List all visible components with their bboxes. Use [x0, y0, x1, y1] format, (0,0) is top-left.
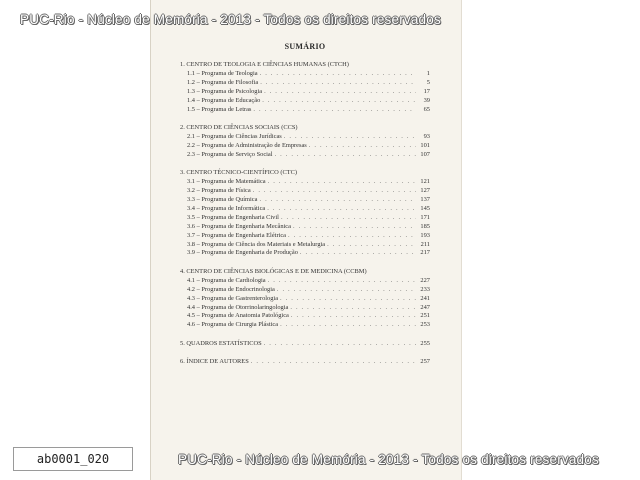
toc-entry-page-number: 241 [420, 294, 430, 302]
toc-entry-page-number: 193 [420, 231, 430, 239]
section-heading-label: 6. ÍNDICE DE AUTORES [180, 358, 249, 366]
summary-title: SUMÁRIO [284, 42, 326, 51]
dot-leader [290, 304, 416, 313]
toc-entry-label: 3.3 – Programa de Química [187, 195, 258, 203]
section-heading-label: 2. CENTRO DE CIÊNCIAS SOCIAIS (CCS) [180, 124, 298, 132]
toc-entry [180, 249, 430, 258]
toc-section [180, 358, 430, 367]
dot-leader [280, 321, 416, 330]
toc-entry-label: 3.9 – Programa de Engenharia de Produção [187, 249, 298, 257]
toc-entry-label: 3.8 – Programa de Ciência dos Materiais e Metalurgia [187, 240, 326, 248]
section-heading-label: 3. CENTRO TÉCNICO-CIENTÍFICO (CTC) [180, 169, 298, 177]
toc-entry-page-number: 17 [423, 87, 430, 95]
toc-entry [180, 214, 430, 223]
toc-entry [180, 79, 430, 88]
toc-entry-label: 4.5 – Programa de Anatomia Patológica [187, 312, 289, 320]
toc-entry-label: 3.6 – Programa de Engenharia Mecânica [187, 222, 291, 230]
dot-leader [251, 358, 416, 367]
toc-entry [180, 142, 430, 151]
toc-entry [180, 312, 430, 321]
toc-entry [180, 196, 430, 205]
dot-leader [327, 241, 416, 250]
section-heading-label: 1. CENTRO DE TEOLOGIA E CIÊNCIAS HUMANAS (CTCH) [180, 61, 349, 68]
dot-leader [268, 277, 416, 286]
dot-leader [264, 340, 416, 349]
toc-entry-page-number: 227 [420, 276, 430, 284]
toc-entry-label: 1.2 – Programa de Filosofia [187, 78, 259, 86]
dot-leader [268, 178, 416, 187]
toc-entry-label: 3.1 – Programa de Matemática [187, 178, 266, 186]
dot-leader [262, 97, 416, 106]
toc-entry-page-number: 93 [423, 132, 430, 140]
toc-section-heading [180, 340, 430, 349]
toc-entry [180, 97, 430, 106]
toc-entry-label: 3.5 – Programa de Engenharia Civil [187, 213, 279, 221]
dot-leader [264, 88, 416, 97]
toc-section-heading [180, 268, 430, 277]
toc-entry-page-number: 39 [423, 96, 430, 104]
toc-entry-page-number: 5 [426, 78, 430, 86]
watermark-bottom: PUC-Rio - Núcleo de Memória - 2013 - Todos os direitos reservados [178, 452, 599, 467]
toc-entry-page-number: 101 [420, 141, 430, 149]
toc-section [180, 268, 430, 330]
toc-entry [180, 223, 430, 232]
toc-entry-page-number: 1 [426, 69, 430, 77]
dot-leader [253, 187, 416, 196]
toc-section-heading [180, 61, 430, 70]
toc-entry-page-number: 251 [420, 312, 430, 320]
section-page-number: 255 [420, 339, 430, 347]
toc-entry-page-number: 121 [420, 178, 430, 186]
document-id-label: ab0001_020 [13, 447, 133, 471]
toc-entry [180, 205, 430, 214]
toc-entry-label: 1.1 – Programa de Teologia [187, 69, 258, 77]
toc-entry-page-number: 127 [420, 187, 430, 195]
toc-section [180, 169, 430, 258]
dot-leader [260, 79, 416, 88]
dot-leader [291, 312, 416, 321]
toc-entry-page-number: 137 [420, 195, 430, 203]
dot-leader [253, 106, 416, 115]
section-page-number: 257 [420, 358, 430, 366]
toc-entry-page-number: 171 [420, 213, 430, 221]
toc-entry [180, 286, 430, 295]
toc-entry-page-number: 253 [420, 321, 430, 329]
toc-entry [180, 241, 430, 250]
toc-section-heading [180, 358, 430, 367]
toc-entry [180, 304, 430, 313]
toc-entry-label: 4.2 – Programa de Endocrinologia [187, 285, 275, 293]
toc-entry-label: 3.2 – Programa de Física [187, 187, 251, 195]
toc-section [180, 124, 430, 160]
toc-entry-label: 2.1 – Programa de Ciências Jurídicas [187, 132, 282, 140]
table-of-contents [180, 61, 430, 367]
toc-entry [180, 88, 430, 97]
toc-entry-page-number: 145 [420, 204, 430, 212]
toc-section-heading [180, 169, 430, 178]
dot-leader [277, 286, 416, 295]
toc-section [180, 61, 430, 114]
toc-entry [180, 151, 430, 160]
toc-entry-label: 1.3 – Programa de Psicologia [187, 87, 263, 95]
toc-entry [180, 70, 430, 79]
toc-entry [180, 321, 430, 330]
watermark-top: PUC-Rio - Núcleo de Memória - 2013 - Todos os direitos reservados [20, 12, 441, 27]
toc-entry-label: 4.3 – Programa de Gastrenterologia [187, 294, 279, 302]
toc-entry [180, 133, 430, 142]
toc-entry-label: 4.4 – Programa de Otorrinolaringologia [187, 303, 289, 311]
dot-leader [309, 142, 416, 151]
section-heading-label: 4. CENTRO DE CIÊNCIAS BIOLÓGICAS E DE MEDICINA (CCBM) [180, 267, 367, 275]
dot-leader [293, 223, 416, 232]
toc-section-heading [180, 124, 430, 133]
toc-entry-page-number: 233 [420, 285, 430, 293]
dot-leader [300, 249, 416, 258]
toc-entry [180, 295, 430, 304]
dot-leader [275, 151, 416, 160]
toc-entry-label: 1.5 – Programa de Letras [187, 105, 252, 113]
dot-leader [267, 205, 416, 214]
toc-entry-label: 2.3 – Programa de Serviço Social [187, 150, 273, 158]
toc-entry-page-number: 217 [420, 249, 430, 257]
toc-entry-page-number: 247 [420, 303, 430, 311]
toc-entry [180, 178, 430, 187]
toc-entry-label: 1.4 – Programa de Educação [187, 96, 261, 104]
toc-entry [180, 232, 430, 241]
toc-entry-label: 3.7 – Programa de Engenharia Elétrica [187, 231, 287, 239]
dot-leader [259, 196, 416, 205]
dot-leader [284, 133, 416, 142]
toc-entry-label: 4.6 – Programa de Cirurgia Plástica [187, 321, 279, 329]
toc-entry-label: 3.4 – Programa de Informática [187, 204, 266, 212]
toc-entry [180, 187, 430, 196]
dot-leader [280, 295, 416, 304]
toc-entry-label: 2.2 – Programa de Administração de Empresas [187, 141, 307, 149]
dot-leader [260, 70, 416, 79]
toc-entry-page-number: 211 [420, 240, 430, 248]
toc-entry-page-number: 65 [423, 105, 430, 113]
toc-entry-page-number: 185 [420, 222, 430, 230]
toc-entry-page-number: 107 [420, 150, 430, 158]
toc-entry [180, 106, 430, 115]
toc-section [180, 340, 430, 349]
toc-entry-label: 4.1 – Programa de Cardiologia [187, 276, 266, 284]
dot-leader [288, 232, 416, 241]
section-heading-label: 5. QUADROS ESTATÍSTICOS [180, 339, 262, 347]
dot-leader [281, 214, 416, 223]
toc-entry [180, 277, 430, 286]
